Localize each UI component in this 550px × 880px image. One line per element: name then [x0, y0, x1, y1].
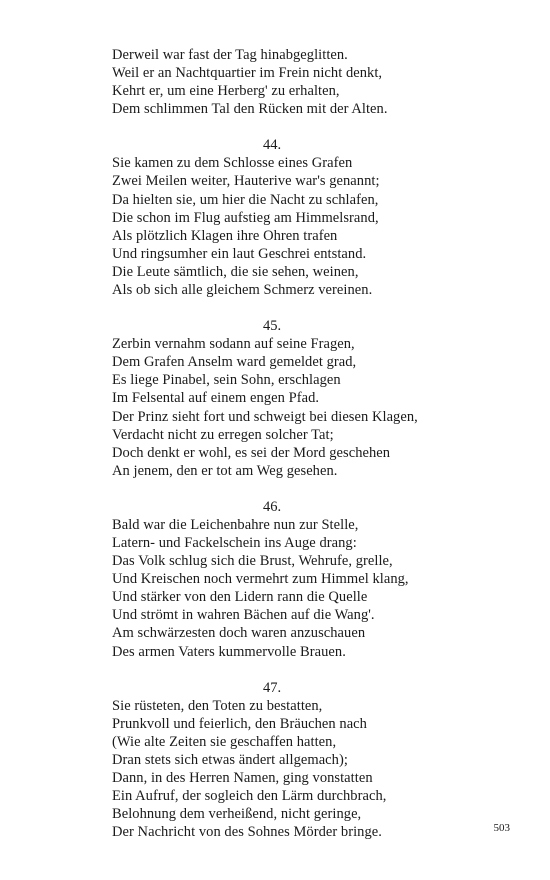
verse-line: Verdacht nicht zu erregen solcher Tat;	[112, 426, 334, 443]
verse-line: Der Nachricht von des Sohnes Mörder bringe.	[112, 824, 382, 841]
verse-line: Prunkvoll und feierlich, den Bräuchen nach	[112, 715, 367, 732]
stanza-number: 46.	[262, 498, 282, 515]
stanza-number: 47.	[262, 679, 282, 696]
verse-line: Dem schlimmen Tal den Rücken mit der Alten.	[112, 101, 388, 118]
stanza-number: 44.	[262, 137, 282, 154]
verse-line: Zerbin vernahm sodann auf seine Fragen,	[112, 336, 355, 353]
verse-line: Der Prinz sieht fort und schweigt bei diesen Klagen,	[112, 408, 418, 425]
verse-line: Da hielten sie, um hier die Nacht zu schlafen,	[112, 191, 379, 208]
stanza-46	[112, 498, 432, 661]
verse-line: Sie kamen zu dem Schlosse eines Grafen	[112, 155, 353, 172]
stanza-number: 45.	[262, 318, 282, 335]
page-number: 503	[493, 822, 510, 834]
verse-line: Sie rüsteten, den Toten zu bestatten,	[112, 697, 323, 714]
verse-line: Es liege Pinabel, sein Sohn, erschlagen	[112, 372, 341, 389]
verse-line: Und Kreischen noch vermehrt zum Himmel klang,	[112, 571, 409, 588]
verse-line: Dem Grafen Anselm ward gemeldet grad,	[112, 354, 357, 371]
verse-line: Die Leute sämtlich, die sie sehen, weinen,	[112, 263, 359, 280]
verse-line: Latern- und Fackelschein ins Auge drang:	[112, 534, 357, 551]
verse-line: Derweil war fast der Tag hinabgeglitten.	[112, 47, 348, 63]
verse-line: Als ob sich alle gleichem Schmerz vereinen.	[112, 282, 373, 299]
poem-text	[112, 46, 432, 841]
stanza-45	[112, 317, 432, 480]
verse-line: Bald war die Leichenbahre nun zur Stelle,	[112, 516, 359, 533]
verse-line: Und strömt in wahren Bächen auf die Wang'.	[112, 607, 375, 624]
verse-line: Am schwärzesten doch waren anzuschauen	[112, 625, 366, 642]
stanza-continuation	[112, 46, 432, 118]
stanza-44	[112, 136, 432, 299]
verse-line: Als plötzlich Klagen ihre Ohren trafen	[112, 227, 338, 244]
verse-line: An jenem, den er tot am Weg gesehen.	[112, 462, 338, 479]
verse-line: Und stärker von den Lidern rann die Quelle	[112, 589, 368, 606]
stanza-47	[112, 679, 432, 842]
verse-line: (Wie alte Zeiten sie geschaffen hatten,	[112, 733, 337, 750]
verse-line: Belohnung dem verheißend, nicht geringe,	[112, 806, 362, 823]
verse-line: Dran stets sich etwas ändert allgemach);	[112, 751, 348, 768]
verse-line: Und ringsumher ein laut Geschrei entstand.	[112, 245, 367, 262]
verse-line: Dann, in des Herren Namen, ging vonstatten	[112, 770, 373, 786]
verse-line: Doch denkt er wohl, es sei der Mord geschehen	[112, 444, 391, 461]
verse-line: Zwei Meilen weiter, Hauterive war's genannt;	[112, 173, 380, 190]
verse-line: Des armen Vaters kummervolle Brauen.	[112, 643, 346, 660]
verse-line: Kehrt er, um eine Herberg' zu erhalten,	[112, 83, 340, 100]
verse-line: Weil er an Nachtquartier im Frein nicht denkt,	[112, 65, 383, 82]
verse-line: Die schon im Flug aufstieg am Himmelsrand,	[112, 209, 379, 226]
verse-line: Ein Aufruf, der sogleich den Lärm durchbrach,	[112, 788, 387, 805]
verse-line: Im Felsental auf einem engen Pfad.	[112, 390, 320, 407]
verse-line: Das Volk schlug sich die Brust, Wehrufe, grelle,	[112, 553, 393, 570]
